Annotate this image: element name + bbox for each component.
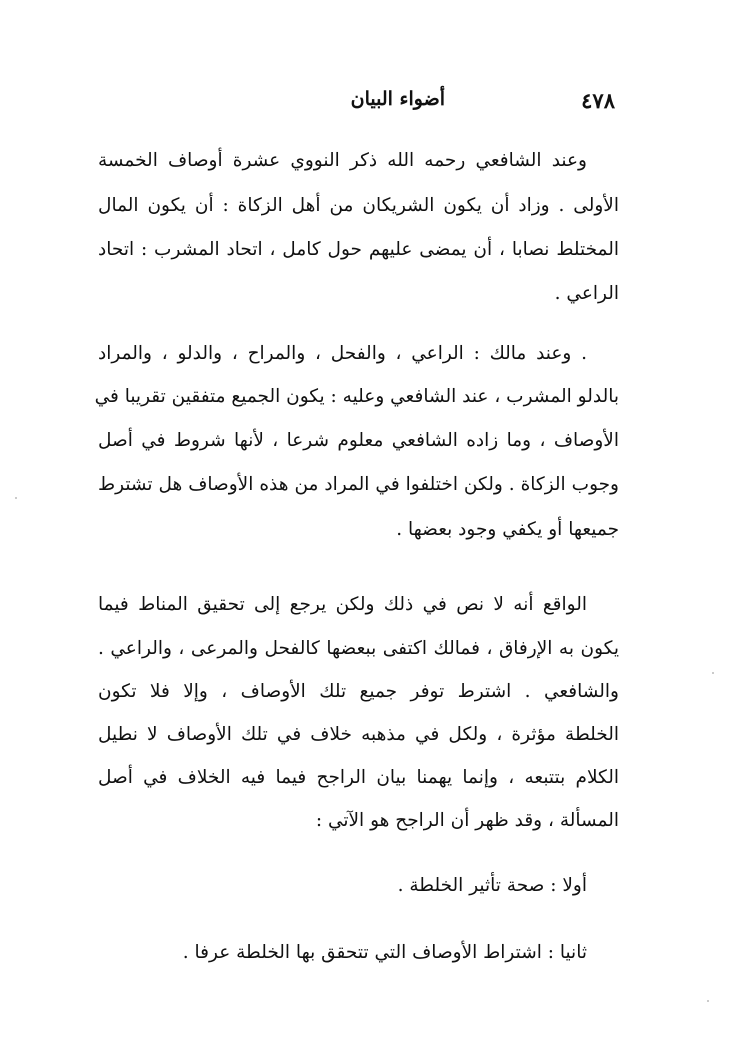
scan-speck: [15, 497, 17, 499]
text-line: المسألة ، وقد ظهر أن الراجح هو الآتي :: [315, 810, 619, 831]
text-line: وجوب الزكاة . ولكن اختلفوا في المراد من هذه الأوصاف هل تشترط: [98, 474, 619, 495]
text-line: جميعها أو يكفي وجود بعضها .: [396, 519, 619, 540]
text-line: وعند الشافعي رحمه الله ذكر النووي عشرة أوصاف الخمسة: [98, 150, 587, 171]
text-line: يكون به الإرفاق ، فمالك اكتفى ببعضها كالفحل والمرعى ، والراعي .: [98, 638, 619, 659]
text-line: الأولى . وزاد أن يكون الشريكان من أهل الزكاة : أن يكون المال: [98, 195, 619, 216]
text-line: الأوصاف ، وما زاده الشافعي معلوم شرعا ، لأنها شروط في أصل: [98, 430, 619, 451]
page-header: [95, 88, 615, 118]
text-line: والشافعي . اشترط توفر جميع تلك الأوصاف ، وإلا فلا تكون: [98, 681, 619, 702]
text-line: الراعي .: [554, 283, 619, 304]
text-line: المختلط نصابا ، أن يمضى عليهم حول كامل ، اتحاد المشرب : اتحاد: [98, 239, 619, 260]
text-line: الخلطة مؤثرة ، ولكل في مذهبه خلاف في تلك الأوصاف لا نطيل: [98, 724, 619, 745]
text-line: ثانيا : اشتراط الأوصاف التي تتحقق بها الخلطة عرفا .: [182, 942, 587, 963]
text-line: بالدلو المشرب ، عند الشافعي وعليه : يكون الجميع متفقين تقريبا في: [94, 386, 619, 407]
page-number: ٤٧٨: [581, 88, 615, 113]
scan-speck: [707, 1000, 709, 1002]
text-line: الكلام بتتبعه ، وإنما يهمنا بيان الراجح فيما فيه الخلاف في أصل: [98, 767, 619, 788]
text-line: . وعند مالك : الراعي ، والفحل ، والمراح ، والدلو ، والمراد: [98, 343, 587, 364]
running-title: أضواء البيان: [350, 88, 445, 110]
text-line: أولا : صحة تأثير الخلطة .: [397, 875, 587, 896]
scan-speck: [712, 672, 714, 674]
text-line: الواقع أنه لا نص في ذلك ولكن يرجع إلى تحقيق المناط فيما: [98, 594, 587, 615]
